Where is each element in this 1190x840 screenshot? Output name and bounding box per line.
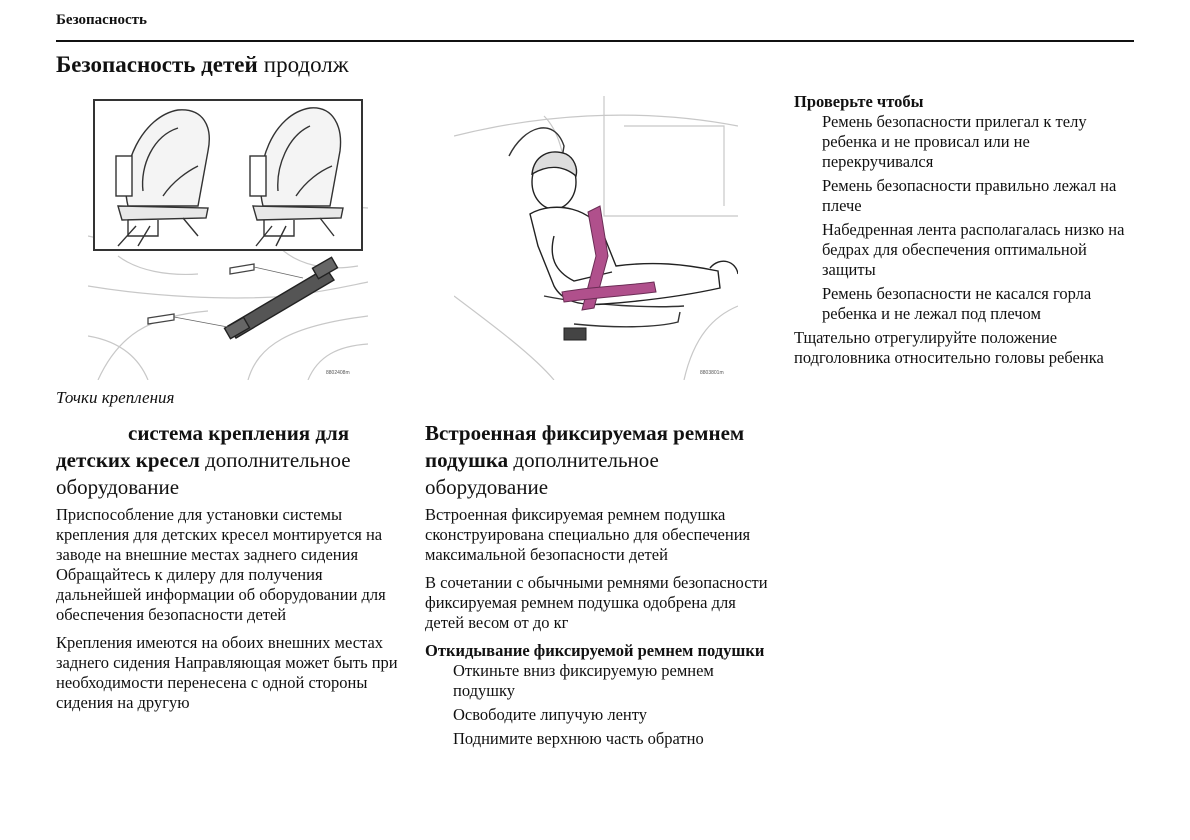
figure-caption: Точки крепления (56, 388, 175, 407)
header-divider (56, 40, 1134, 42)
headrest-note: Тщательно отрегулируйте положение подголовника относительно головы ребенка (794, 328, 1104, 367)
figure-code: 8803801m (700, 370, 724, 376)
booster-paragraph-2: В сочетании с обычными ремнями безопасности фиксируемая ремнем подушка одобрена для детей весом от до кг (425, 573, 768, 632)
fold-step-1: Откиньте вниз фиксируемую ремнем подушку (453, 661, 714, 700)
booster-heading-main: Встроенная фиксируемая ремнем подушка (425, 421, 745, 472)
booster-illustration (454, 96, 738, 380)
check-item-3: Набедренная лента располагалась низко на бедрах для обеспечения оптимальной защиты (822, 220, 1125, 279)
fold-step-3: Поднимите верхнюю часть обратно (453, 729, 704, 748)
fold-subheading: Откидывание фиксируемой ремнем подушки (425, 641, 765, 660)
isofix-heading-optional: дополнительное оборудование (56, 448, 351, 499)
page-title-continued: продолж (263, 52, 349, 77)
page-title (56, 52, 349, 78)
check-item-4: Ремень безопасности не касался горла ребенка и не лежал под плечом (822, 284, 1092, 323)
isofix-paragraph-1: Приспособление для установки системы крепления для детских кресел монтируется на заводе на внешние местах заднего сидения Обращайтесь к дилеру для получения дальнейшей информации об оборудовании для обеспечения безопасности детей (56, 505, 386, 624)
figure-code: 8802408m (326, 370, 350, 376)
booster-heading-optional: дополнительное оборудование (425, 448, 659, 499)
anchorage-illustration (88, 96, 368, 380)
check-item-2: Ремень безопасности правильно лежал на плече (822, 176, 1117, 215)
booster-paragraph-1: Встроенная фиксируемая ремнем подушка сконструирована специально для обеспечения максимальной безопасности детей (425, 505, 751, 564)
isofix-heading-main: система крепления для детских кресел (56, 421, 350, 472)
check-heading: Проверьте чтобы (794, 92, 924, 111)
isofix-section (56, 420, 401, 721)
check-section (794, 92, 1130, 376)
section-label: Безопасность (56, 12, 147, 28)
fold-step-2: Освободите липучую ленту (453, 705, 647, 724)
booster-section (425, 420, 770, 753)
check-item-1: Ремень безопасности прилегал к телу ребенка и не провисал или не перекручивался (822, 112, 1087, 171)
page-title-main: Безопасность детей (56, 52, 258, 77)
booster-heading (425, 420, 770, 501)
isofix-paragraph-2: Крепления имеются на обоих внешних местах заднего сидения Направляющая может быть при необходимости перенесена с одной стороны сидения на другую (56, 633, 398, 712)
isofix-heading (56, 420, 401, 501)
